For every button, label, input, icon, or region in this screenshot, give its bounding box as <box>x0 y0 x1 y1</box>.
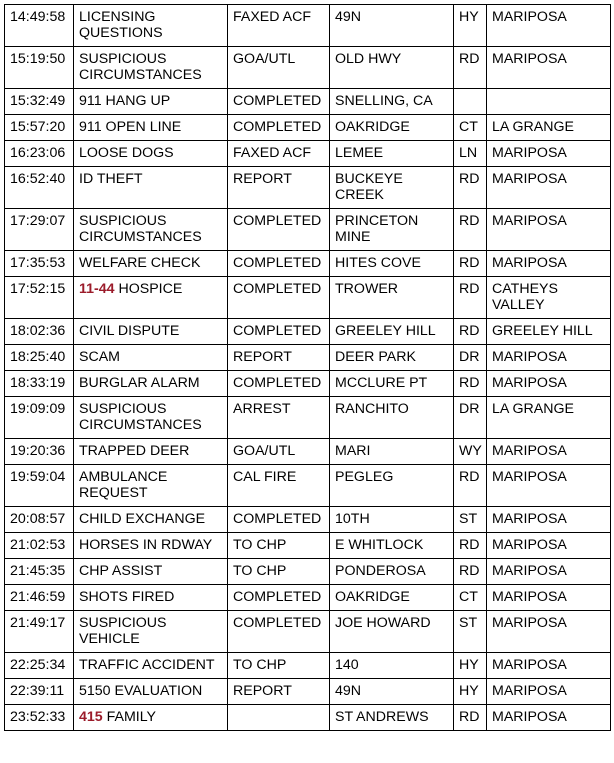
city-cell: MARIPOSA <box>487 507 611 533</box>
call-type-cell <box>74 705 228 731</box>
call-log-table <box>4 4 611 731</box>
street-cell: SNELLING, CA <box>330 89 454 115</box>
time-cell: 15:19:50 <box>5 47 74 89</box>
table-row <box>5 439 611 465</box>
call-type-text: WELFARE CHECK <box>79 255 201 271</box>
call-type-cell <box>74 345 228 371</box>
city-cell: MARIPOSA <box>487 345 611 371</box>
street-cell: OAKRIDGE <box>330 585 454 611</box>
call-type-cell <box>74 585 228 611</box>
city-cell: MARIPOSA <box>487 533 611 559</box>
time-cell: 21:02:53 <box>5 533 74 559</box>
disposition-cell: FAXED ACF <box>228 5 330 47</box>
street-cell: TROWER <box>330 277 454 319</box>
call-type-cell <box>74 465 228 507</box>
street-suffix-cell: DR <box>454 345 487 371</box>
disposition-cell: FAXED ACF <box>228 141 330 167</box>
city-cell: MARIPOSA <box>487 251 611 277</box>
city-cell: MARIPOSA <box>487 371 611 397</box>
time-cell: 22:25:34 <box>5 653 74 679</box>
time-cell: 22:39:11 <box>5 679 74 705</box>
call-type-cell <box>74 439 228 465</box>
disposition-cell: TO CHP <box>228 533 330 559</box>
time-cell: 18:25:40 <box>5 345 74 371</box>
call-type-text: 5150 EVALUATION <box>79 683 203 699</box>
table-row <box>5 141 611 167</box>
disposition-cell: TO CHP <box>228 653 330 679</box>
disposition-cell: TO CHP <box>228 559 330 585</box>
disposition-cell: COMPLETED <box>228 251 330 277</box>
street-suffix-cell: CT <box>454 115 487 141</box>
disposition-cell: ARREST <box>228 397 330 439</box>
street-cell: LEMEE <box>330 141 454 167</box>
call-type-cell <box>74 115 228 141</box>
time-cell: 16:23:06 <box>5 141 74 167</box>
street-cell: PRINCETON MINE <box>330 209 454 251</box>
call-type-cell <box>74 89 228 115</box>
table-row <box>5 5 611 47</box>
city-cell: MARIPOSA <box>487 439 611 465</box>
call-type-cell <box>74 5 228 47</box>
time-cell: 18:33:19 <box>5 371 74 397</box>
call-type-cell <box>74 611 228 653</box>
call-type-cell <box>74 507 228 533</box>
street-cell: JOE HOWARD <box>330 611 454 653</box>
call-type-text: LOOSE DOGS <box>79 145 174 161</box>
street-cell: 49N <box>330 679 454 705</box>
street-cell: 10TH <box>330 507 454 533</box>
street-suffix-cell: RD <box>454 277 487 319</box>
disposition-cell: REPORT <box>228 679 330 705</box>
city-cell: MARIPOSA <box>487 209 611 251</box>
disposition-cell: COMPLETED <box>228 277 330 319</box>
call-type-text: SUSPICIOUS CIRCUMSTANCES <box>79 213 202 245</box>
call-type-text: BURGLAR ALARM <box>79 375 200 391</box>
street-suffix-cell: RD <box>454 533 487 559</box>
street-cell: ST ANDREWS <box>330 705 454 731</box>
city-cell: MARIPOSA <box>487 653 611 679</box>
time-cell: 19:09:09 <box>5 397 74 439</box>
call-code-highlight: 415 <box>79 709 103 725</box>
street-suffix-cell: RD <box>454 705 487 731</box>
street-cell: RANCHITO <box>330 397 454 439</box>
street-cell: PEGLEG <box>330 465 454 507</box>
call-type-text: TRAPPED DEER <box>79 443 190 459</box>
street-suffix-cell: RD <box>454 47 487 89</box>
call-type-text: ID THEFT <box>79 171 143 187</box>
call-type-text: SHOTS FIRED <box>79 589 175 605</box>
street-suffix-cell: HY <box>454 679 487 705</box>
street-cell: OLD HWY <box>330 47 454 89</box>
disposition-cell <box>228 705 330 731</box>
disposition-cell: GOA/UTL <box>228 47 330 89</box>
table-row <box>5 653 611 679</box>
call-type-cell <box>74 47 228 89</box>
table-row <box>5 397 611 439</box>
time-cell: 21:46:59 <box>5 585 74 611</box>
time-cell: 15:57:20 <box>5 115 74 141</box>
time-cell: 23:52:33 <box>5 705 74 731</box>
call-type-text: AMBULANCE REQUEST <box>79 469 168 501</box>
disposition-cell: COMPLETED <box>228 371 330 397</box>
call-type-text: CHP ASSIST <box>79 563 163 579</box>
call-type-cell <box>74 397 228 439</box>
street-suffix-cell: RD <box>454 559 487 585</box>
call-type-cell <box>74 319 228 345</box>
disposition-cell: COMPLETED <box>228 319 330 345</box>
time-cell: 21:45:35 <box>5 559 74 585</box>
call-type-cell <box>74 251 228 277</box>
street-suffix-cell: CT <box>454 585 487 611</box>
city-cell <box>487 89 611 115</box>
call-type-text: LICENSING QUESTIONS <box>79 9 163 41</box>
disposition-cell: COMPLETED <box>228 115 330 141</box>
time-cell: 14:49:58 <box>5 5 74 47</box>
street-suffix-cell: RD <box>454 167 487 209</box>
call-type-text: SCAM <box>79 349 120 365</box>
time-cell: 18:02:36 <box>5 319 74 345</box>
table-row <box>5 319 611 345</box>
table-row <box>5 507 611 533</box>
call-type-text: HORSES IN RDWAY <box>79 537 213 553</box>
time-cell: 21:49:17 <box>5 611 74 653</box>
table-row <box>5 611 611 653</box>
street-suffix-cell: RD <box>454 319 487 345</box>
disposition-cell: COMPLETED <box>228 89 330 115</box>
table-row <box>5 705 611 731</box>
call-type-text: CHILD EXCHANGE <box>79 511 206 527</box>
call-type-text: 911 HANG UP <box>79 93 171 109</box>
table-row <box>5 115 611 141</box>
street-suffix-cell: WY <box>454 439 487 465</box>
city-cell: MARIPOSA <box>487 705 611 731</box>
city-cell: MARIPOSA <box>487 559 611 585</box>
street-suffix-cell: RD <box>454 465 487 507</box>
table-row <box>5 533 611 559</box>
city-cell: GREELEY HILL <box>487 319 611 345</box>
city-cell: MARIPOSA <box>487 611 611 653</box>
street-suffix-cell: LN <box>454 141 487 167</box>
call-type-cell <box>74 371 228 397</box>
table-row <box>5 465 611 507</box>
time-cell: 17:52:15 <box>5 277 74 319</box>
city-cell: MARIPOSA <box>487 47 611 89</box>
street-cell: GREELEY HILL <box>330 319 454 345</box>
disposition-cell: GOA/UTL <box>228 439 330 465</box>
city-cell: LA GRANGE <box>487 397 611 439</box>
call-type-text: SUSPICIOUS CIRCUMSTANCES <box>79 401 202 433</box>
call-type-text: SUSPICIOUS CIRCUMSTANCES <box>79 51 202 83</box>
street-suffix-cell: RD <box>454 251 487 277</box>
table-row <box>5 89 611 115</box>
street-suffix-cell: RD <box>454 371 487 397</box>
street-cell: MCCLURE PT <box>330 371 454 397</box>
table-row <box>5 585 611 611</box>
call-type-cell <box>74 533 228 559</box>
time-cell: 15:32:49 <box>5 89 74 115</box>
table-row <box>5 559 611 585</box>
city-cell: MARIPOSA <box>487 585 611 611</box>
disposition-cell: CAL FIRE <box>228 465 330 507</box>
street-cell: BUCKEYE CREEK <box>330 167 454 209</box>
table-row <box>5 277 611 319</box>
call-type-text: HOSPICE <box>114 281 183 297</box>
street-cell: 140 <box>330 653 454 679</box>
table-row <box>5 679 611 705</box>
street-suffix-cell: RD <box>454 209 487 251</box>
table-row <box>5 209 611 251</box>
disposition-cell: REPORT <box>228 167 330 209</box>
call-code-highlight: 11-44 <box>79 281 115 297</box>
call-type-text: 911 OPEN LINE <box>79 119 182 135</box>
street-suffix-cell: ST <box>454 507 487 533</box>
street-cell: PONDEROSA <box>330 559 454 585</box>
table-row <box>5 167 611 209</box>
city-cell: CATHEYS VALLEY <box>487 277 611 319</box>
call-type-cell <box>74 559 228 585</box>
call-type-cell <box>74 209 228 251</box>
street-suffix-cell: ST <box>454 611 487 653</box>
city-cell: MARIPOSA <box>487 5 611 47</box>
city-cell: LA GRANGE <box>487 115 611 141</box>
street-suffix-cell: DR <box>454 397 487 439</box>
call-type-cell <box>74 167 228 209</box>
street-suffix-cell: HY <box>454 653 487 679</box>
city-cell: MARIPOSA <box>487 679 611 705</box>
table-row <box>5 371 611 397</box>
street-cell: OAKRIDGE <box>330 115 454 141</box>
call-type-cell <box>74 277 228 319</box>
time-cell: 19:20:36 <box>5 439 74 465</box>
street-suffix-cell: HY <box>454 5 487 47</box>
street-cell: 49N <box>330 5 454 47</box>
call-type-cell <box>74 653 228 679</box>
disposition-cell: COMPLETED <box>228 611 330 653</box>
call-type-text: FAMILY <box>102 709 157 725</box>
street-cell: MARI <box>330 439 454 465</box>
street-cell: E WHITLOCK <box>330 533 454 559</box>
city-cell: MARIPOSA <box>487 141 611 167</box>
call-type-cell <box>74 141 228 167</box>
time-cell: 17:29:07 <box>5 209 74 251</box>
time-cell: 20:08:57 <box>5 507 74 533</box>
call-type-text: TRAFFIC ACCIDENT <box>79 657 215 673</box>
table-row <box>5 345 611 371</box>
city-cell: MARIPOSA <box>487 167 611 209</box>
disposition-cell: COMPLETED <box>228 209 330 251</box>
call-log-body <box>5 5 611 731</box>
disposition-cell: COMPLETED <box>228 585 330 611</box>
table-row <box>5 251 611 277</box>
time-cell: 19:59:04 <box>5 465 74 507</box>
time-cell: 17:35:53 <box>5 251 74 277</box>
call-type-cell <box>74 679 228 705</box>
disposition-cell: REPORT <box>228 345 330 371</box>
street-suffix-cell <box>454 89 487 115</box>
call-type-text: SUSPICIOUS VEHICLE <box>79 615 167 647</box>
time-cell: 16:52:40 <box>5 167 74 209</box>
street-cell: HITES COVE <box>330 251 454 277</box>
city-cell: MARIPOSA <box>487 465 611 507</box>
table-row <box>5 47 611 89</box>
disposition-cell: COMPLETED <box>228 507 330 533</box>
call-type-text: CIVIL DISPUTE <box>79 323 180 339</box>
street-cell: DEER PARK <box>330 345 454 371</box>
